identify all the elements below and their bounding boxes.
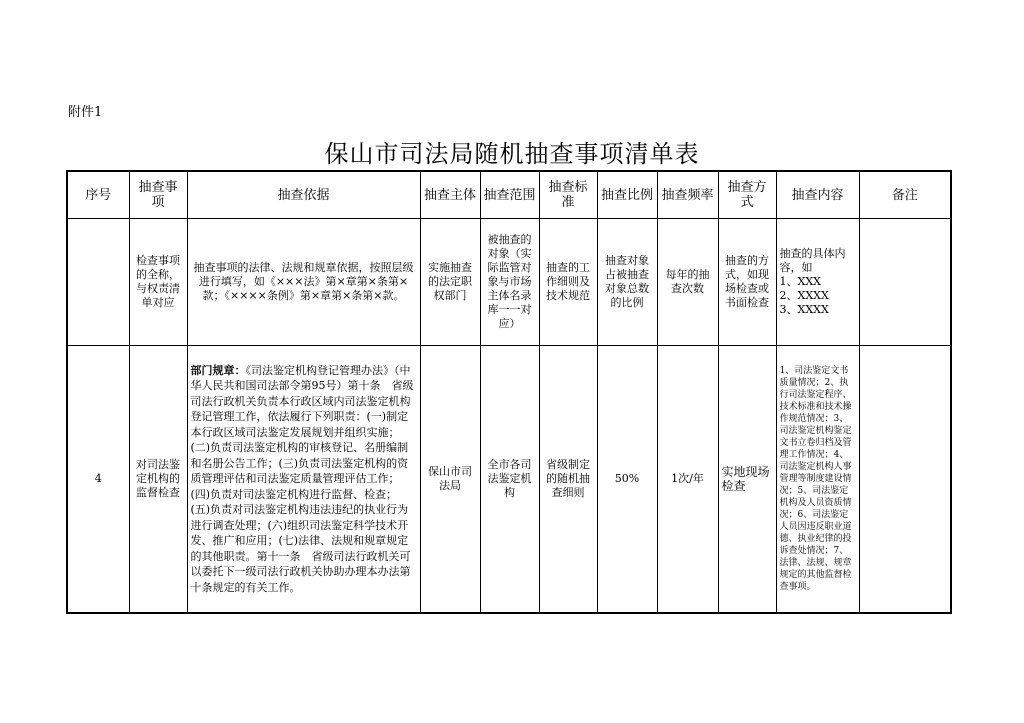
cell-seq: 4 — [67, 346, 129, 614]
cell-remark — [859, 219, 951, 346]
header-remark: 备注 — [859, 171, 951, 219]
header-standard: 抽查标准 — [539, 171, 597, 219]
cell-item: 检查事项的全称，与权责清单对应 — [129, 219, 187, 346]
header-item: 抽查事项 — [129, 171, 187, 219]
cell-content: 抽查的具体内容，如 1、XXX 2、XXXX 3、XXXX — [776, 219, 859, 346]
cell-frequency: 每年的抽查次数 — [657, 219, 718, 346]
table-row — [67, 219, 951, 346]
cell-method: 抽查的方式，如现场检查或书面检查 — [718, 219, 776, 346]
cell-frequency: 1次/年 — [657, 346, 718, 614]
table-header-row — [67, 171, 951, 219]
header-ratio: 抽查比例 — [597, 171, 657, 219]
header-method: 抽查方式 — [718, 171, 776, 219]
cell-method: 实地现场检查 — [718, 346, 776, 614]
header-basis: 抽查依据 — [187, 171, 420, 219]
inspection-table — [66, 170, 952, 614]
table-row — [67, 346, 951, 614]
header-subject: 抽查主体 — [420, 171, 480, 219]
cell-standard: 省级制定的随机抽查细则 — [539, 346, 597, 614]
basis-bold-label: 部门规章： — [190, 363, 246, 377]
cell-content: 1、司法鉴定文书质量情况；2、执行司法鉴定程序、技术标准和技术操作规范情况；3、司法鉴定机构鉴定文书立卷归档及管理工作情况；4、司法鉴定机构人事管理等制度建设情况；5、司法鉴定机构及人员资质情况；6、司法鉴定人员因违反职业道德、执业纪律的投诉查处情况；7、法律、法规、规章规定的其他监督检查事项。 — [776, 346, 859, 614]
cell-ratio: 50% — [597, 346, 657, 614]
header-frequency: 抽查频率 — [657, 171, 718, 219]
cell-standard: 抽查的工作细则及技术规范 — [539, 219, 597, 346]
cell-basis: 抽查事项的法律、法规和规章依据，按照层级进行填写，如《×××法》第×章第×条第×款；《××××条例》第×章第×条第×款。 — [187, 219, 420, 346]
header-scope: 抽查范围 — [480, 171, 539, 219]
cell-ratio: 抽查对象占被抽查对象总数的比例 — [597, 219, 657, 346]
page-title: 保山市司法局随机抽查事项清单表 — [324, 140, 700, 168]
cell-scope: 被抽查的对象（实际监管对象与市场主体名录库一一对应） — [480, 219, 539, 346]
cell-scope: 全市各司法鉴定机构 — [480, 346, 539, 614]
header-content: 抽查内容 — [776, 171, 859, 219]
cell-remark — [859, 346, 951, 614]
cell-item: 对司法鉴定机构的监督检查 — [129, 346, 187, 614]
header-seq: 序号 — [67, 171, 129, 219]
basis-text: 《司法鉴定机构登记管理办法》（中华人民共和国司法部令第95号）第十条 省级司法行政机关负责本行政区域内司法鉴定机构登记管理工作，依法履行下列职责：(一)制定本行政区域司法鉴定发展规划并组织实施；(二)负责司法鉴定机构的审核登记、名册编制和名册公告工作；(三)负责司法鉴定机构的资质管理评估和司法鉴定质量管理评估工作；(四)负责对司法鉴定机构进行监督、检查；(五)负责对司法鉴定机构违法违纪的执业行为进行调查处理；(六)组织司法鉴定科学技术开发、推广和应用；(七)法律、法规和规章规定的其他职责。第十一条 省级司法行政机关可以委托下一级司法行政机关协助办理本办法第十条规定的有关工作。 — [190, 363, 414, 594]
cell-seq — [67, 219, 129, 346]
cell-subject: 保山市司法局 — [420, 346, 480, 614]
cell-subject: 实施抽查的法定职权部门 — [420, 219, 480, 346]
cell-basis — [187, 346, 420, 614]
attachment-label: 附件1 — [68, 105, 103, 120]
